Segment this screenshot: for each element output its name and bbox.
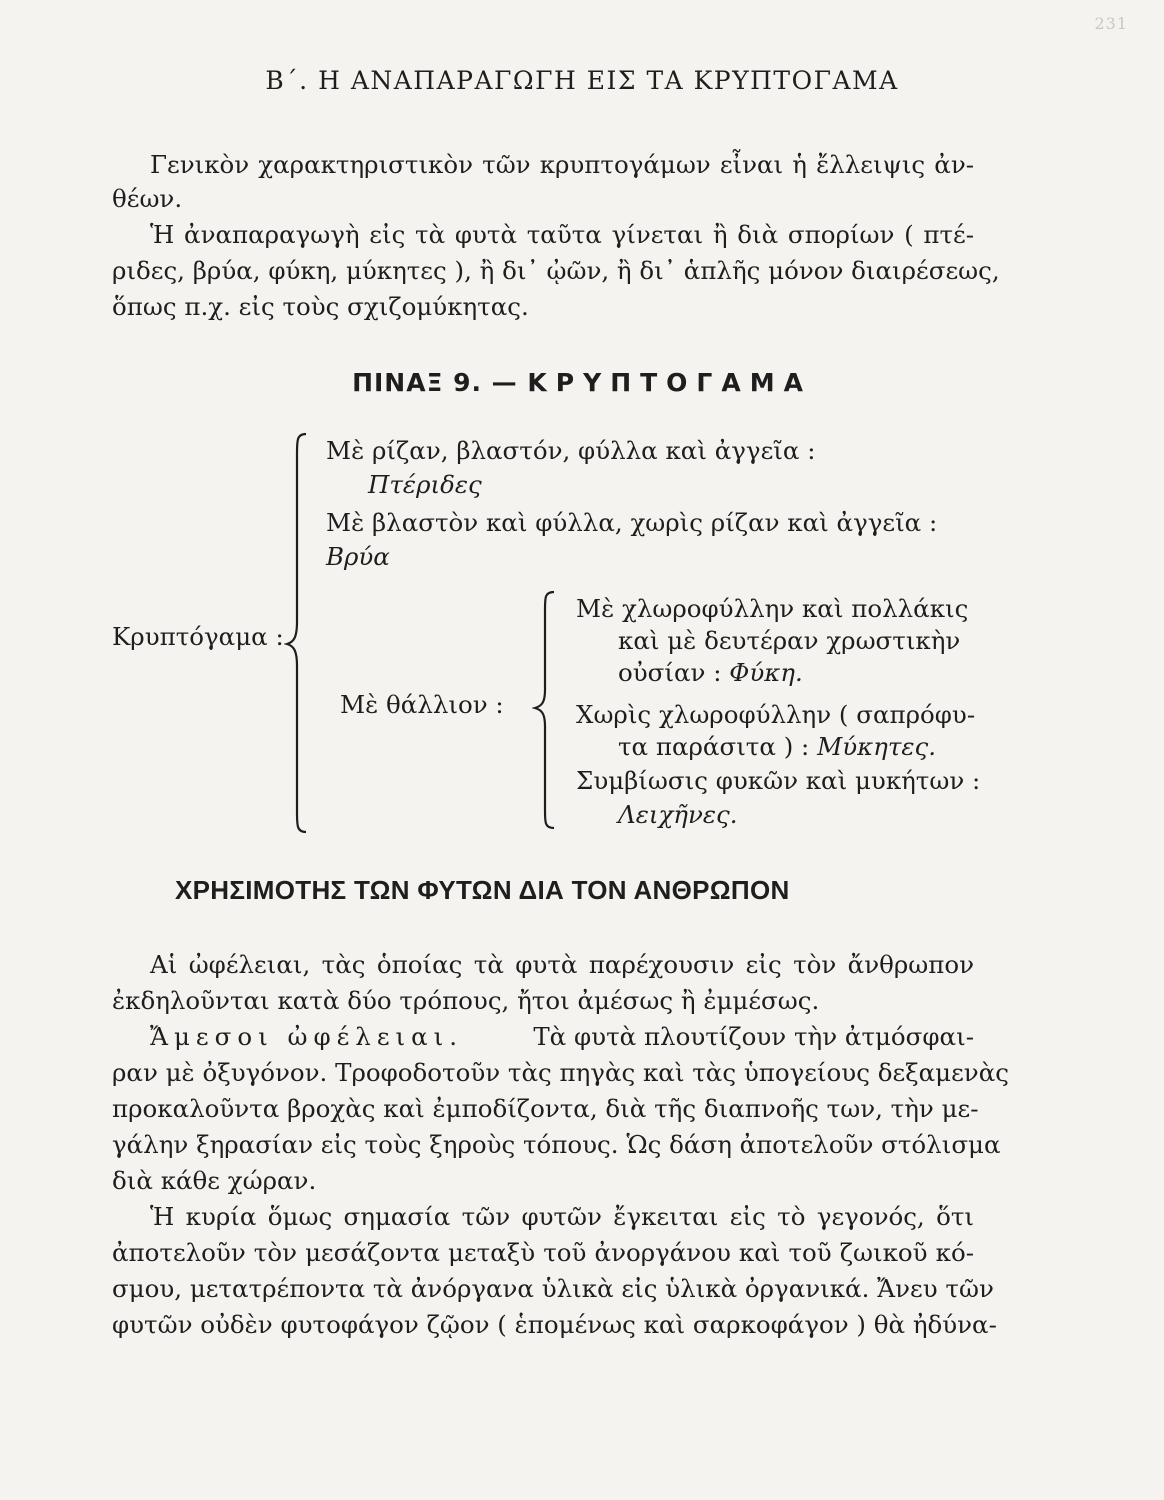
sub-fyki-name: Φύκη. <box>729 658 803 687</box>
para4-line3: προκαλοῦντα βροχὰς καὶ ἐμποδίζοντα, διὰ τῆς διαπνοῆς των, τὴν με- <box>112 1094 979 1123</box>
branch-vrya-desc: Μὲ βλαστὸν καὶ φύλλα, χωρὶς ρίζαν καὶ ἀγγεῖα : <box>326 508 938 537</box>
sub-fyki-line1: Μὲ χλωροφύλλην καὶ πολλάκις <box>576 594 969 623</box>
sub-fyki-line3-text: οὐσίαν : <box>618 658 722 687</box>
para2-line3: ὅπως π.χ. εἰς τοὺς σχιζομύκητας. <box>112 292 529 321</box>
para5-line1: Ἡ κυρία ὅμως σημασία τῶν φυτῶν ἔγκειται εἰς τὸ γεγονός, ὅτι <box>150 1202 974 1231</box>
para4-line1 <box>150 1022 974 1052</box>
branch-pterides-name: Πτέριδες <box>368 470 482 499</box>
para4-line5: διὰ κάθε χώραν. <box>112 1166 317 1195</box>
table-title-prefix: ΠΙΝΑΞ 9. — <box>352 368 518 397</box>
table-title <box>0 368 1164 397</box>
para4-line1-rest: Τὰ φυτὰ πλουτίζουν τὴν ἀτμόσφαι- <box>533 1022 974 1051</box>
para4-line4: γάλην ξηρασίαν εἰς τοὺς ξηροὺς τόπους. Ὡς δάση ἀποτελοῦν στόλισμα <box>112 1130 1001 1159</box>
para4-lead: Ἄμεσοι ὠφέλειαι. <box>150 1022 464 1051</box>
para2-line1: Ἡ ἀναπαραγωγὴ εἰς τὰ φυτὰ ταῦτα γίνεται ἢ διὰ σπορίων ( πτέ- <box>150 220 974 249</box>
sub-brace <box>532 590 560 830</box>
sub-mykites-line2 <box>618 732 936 762</box>
main-brace <box>284 432 312 834</box>
sub-mykites-name: Μύκητες. <box>817 732 937 761</box>
branch-vrya-name: Βρύα <box>326 542 390 571</box>
table-root-label: Κρυπτόγαμα : <box>112 622 284 651</box>
sub-fyki-line3 <box>618 658 803 688</box>
section-heading: Β΄. Η ΑΝΑΠΑΡΑΓΩΓΗ ΕΙΣ ΤΑ ΚΡΥΠΤΟΓΑΜΑ <box>265 66 899 95</box>
para2-line2: ριδες, βρύα, φύκη, μύκητες ), ἢ δι᾽ ᾠῶν, ἢ δι᾽ ἁπλῆς μόνον διαιρέσεως, <box>112 256 1000 285</box>
para5-line4: φυτῶν οὐδὲν φυτοφάγον ζῷον ( ἑπομένως καὶ σαρκοφάγον ) θὰ ἠδύνα- <box>112 1310 997 1339</box>
para1-line1: Γενικὸν χαρακτηριστικὸν τῶν κρυπτογάμων εἶναι ἡ ἔλλειψις ἀν- <box>150 150 974 179</box>
para5-line3: σμου, μετατρέποντα τὰ ἀνόργανα ὑλικὰ εἰς ὑλικὰ ὀργανικά. Ἄνευ τῶν <box>112 1274 994 1303</box>
para3-line2: ἐκδηλοῦνται κατὰ δύο τρόπους, ἤτοι ἀμέσως ἢ ἐμμέσως. <box>112 986 820 1015</box>
sub-fyki-line2: καὶ μὲ δευτέραν χρωστικὴν <box>618 626 961 655</box>
sub-leichines-name: Λειχῆνες. <box>618 800 738 829</box>
page-number: 231 <box>1094 14 1128 33</box>
sub-mykites-line2-text: τα παράσιτα ) : <box>618 732 810 761</box>
sub-mykites-line1: Χωρὶς χλωροφύλλην ( σαπρόφυ- <box>576 700 976 729</box>
branch-thallion-label: Μὲ θάλλιον : <box>340 690 504 719</box>
branch-pterides-desc: Μὲ ρίζαν, βλαστόν, φύλλα καὶ ἀγγεῖα : <box>326 436 816 465</box>
para1-line2: θέων. <box>112 184 183 213</box>
table-title-word: ΚΡΥΠΤΟΓΑΜΑ <box>527 368 812 397</box>
sub-leichines-line1: Συμβίωσις φυκῶν καὶ μυκήτων : <box>576 766 981 795</box>
para4-line2: ραν μὲ ὀξυγόνον. Τροφοδοτοῦν τὰς πηγὰς καὶ τὰς ὑπογείους δεξαμενὰς <box>112 1058 1009 1087</box>
uses-heading: ΧΡΗΣΙΜΟΤΗΣ ΤΩΝ ΦΥΤΩΝ ΔΙΑ ΤΟΝ ΑΝΘΡΩΠΟΝ <box>175 875 790 905</box>
para3-line1: Αἱ ὠφέλειαι, τὰς ὁποίας τὰ φυτὰ παρέχουσιν εἰς τὸν ἄνθρωπον <box>150 950 974 979</box>
para5-line2: ἀποτελοῦν τὸν μεσάζοντα μεταξὺ τοῦ ἀνοργάνου καὶ τοῦ ζωικοῦ κό- <box>112 1238 974 1267</box>
